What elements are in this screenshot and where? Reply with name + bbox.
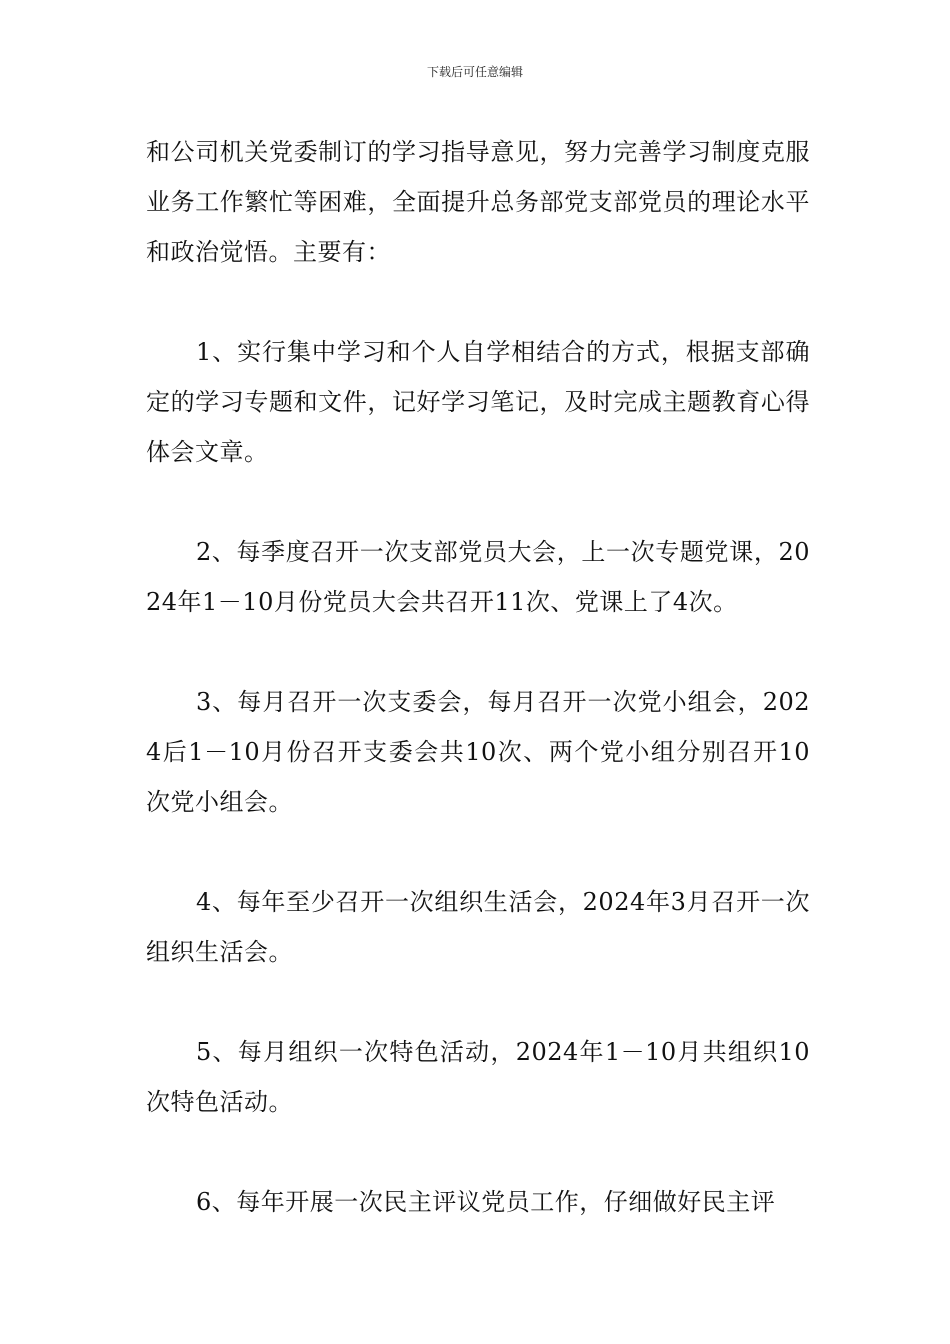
paragraph-gap — [146, 977, 810, 1027]
paragraph-gap — [146, 827, 810, 877]
page-header: 下载后可任意编辑 — [426, 65, 523, 79]
paragraph-item-2: 2、每季度召开一次支部党员大会，上一次专题党课，2024年1－10月份党员大会共召开11次、党课上了4次。 — [146, 538, 810, 616]
paragraph-gap — [146, 277, 810, 327]
paragraph-intro: 和公司机关党委制订的学习指导意见，努力完善学习制度克服业务工作繁忙等困难，全面提升总务部党支部党员的理论水平和政治觉悟。主要有： — [146, 138, 810, 266]
paragraph-item-1: 1、实行集中学习和个人自学相结合的方式，根据支部确定的学习专题和文件，记好学习笔记，及时完成主题教育心得体会文章。 — [146, 338, 810, 466]
paragraph-gap — [146, 477, 810, 527]
paragraph-item-4: 4、每年至少召开一次组织生活会，2024年3月召开一次组织生活会。 — [146, 888, 810, 966]
paragraph-gap — [146, 1127, 810, 1177]
document-body — [146, 127, 810, 1227]
paragraph-gap — [146, 627, 810, 677]
paragraph-item-3: 3、每月召开一次支委会，每月召开一次党小组会，2024后1－10月份召开支委会共10次、两个党小组分别召开10次党小组会。 — [146, 688, 810, 816]
paragraph-item-6: 6、每年开展一次民主评议党员工作，仔细做好民主评 — [196, 1188, 776, 1216]
paragraph-item-5: 5、每月组织一次特色活动，2024年1－10月共组织10次特色活动。 — [146, 1038, 810, 1116]
